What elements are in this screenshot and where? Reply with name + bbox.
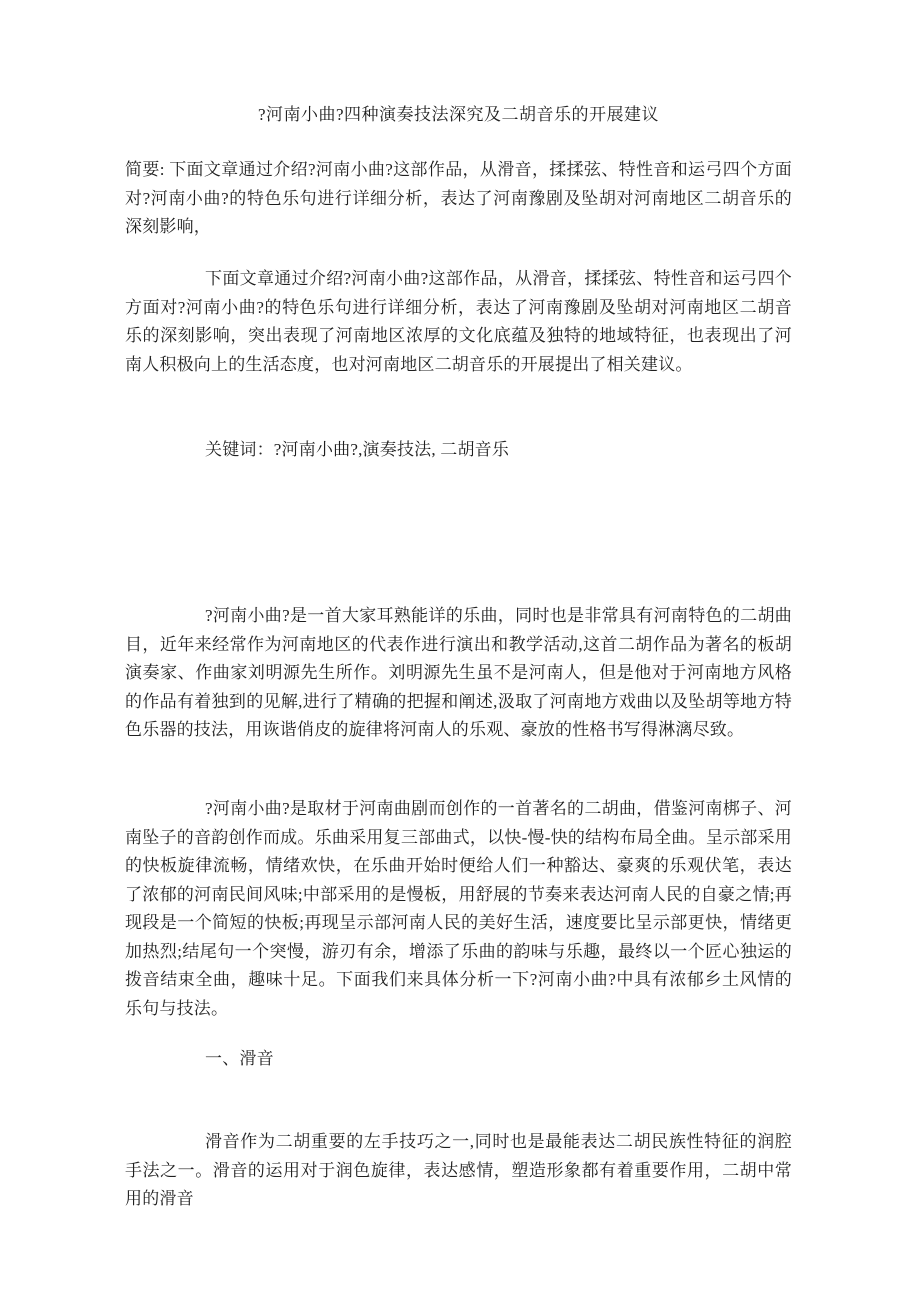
body-paragraph-1: ?河南小曲?是一首大家耳熟能详的乐曲，同时也是非常具有河南特色的二胡曲目，近年来经常作为河南地区的代表作进行演出和教学活动,这首二胡作品为著名的板胡演奏家、作曲家刘明源先生所作。刘明源先生虽不是河南人，但是他对于河南地方风格的作品有着独到的见解,进行了精确的把握和阐述,汲取了河南地方戏曲以及坠胡等地方特色乐器的技法，用诙谐俏皮的旋律将河南人的乐观、豪放的性格书写得淋漓尽致。 [125, 606, 792, 739]
body-paragraph-3: 滑音作为二胡重要的左手技巧之一,同时也是最能表达二胡民族性特征的润腔手法之一。滑音的运用对于润色旋律，表达感情，塑造形象都有着重要作用，二胡中常用的滑音 [125, 1132, 792, 1208]
document-title-text: ?河南小曲?四种演奏技法深究及二胡音乐的开展建议 [257, 105, 660, 124]
document-title [125, 101, 792, 129]
section-heading-huayin: 一、滑音 [205, 1049, 274, 1068]
intro-paragraph: 下面文章通过介绍?河南小曲?这部作品，从滑音，揉揉弦、特性音和运弓四个方面对?河南小曲?的特色乐句进行详细分析，表达了河南豫剧及坠胡对河南地区二胡音乐的深刻影响，突出表现了河南地区浓厚的文化底蕴及独特的地域特征，也表现出了河南人积极向上的生活态度，也对河南地区二胡音乐的开展提出了相关建议。 [125, 269, 792, 374]
keywords-line: 关键词：?河南小曲?,演奏技法, 二胡音乐 [205, 440, 510, 459]
body-paragraph-2: ?河南小曲?是取材于河南曲剧而创作的一首著名的二胡曲，借鉴河南梆子、河南坠子的音韵创作而成。乐曲采用复三部曲式，以快-慢-快的结构布局全曲。呈示部采用的快板旋律流畅，情绪欢快，在乐曲开始时便给人们一种豁达、豪爽的乐观伏笔，表达了浓郁的河南民间风味;中部采用的是慢板，用舒展的节奏来表达河南人民的自豪之情;再现段是一个简短的快板;再现呈示部河南人民的美好生活，速度要比呈示部更快，情绪更加热烈;结尾句一个突慢，游刃有余，增添了乐曲的韵味与乐趣，最终以一个匠心独运的拨音结束全曲，趣味十足。下面我们来具体分析一下?河南小曲?中具有浓郁乡土风情的乐句与技法。 [125, 799, 792, 1018]
abstract-paragraph: 简要: 下面文章通过介绍?河南小曲?这部作品，从滑音，揉揉弦、特性音和运弓四个方面对?河南小曲?的特色乐句进行详细分析，表达了河南豫剧及坠胡对河南地区二胡音乐的深刻影响， [125, 160, 792, 236]
